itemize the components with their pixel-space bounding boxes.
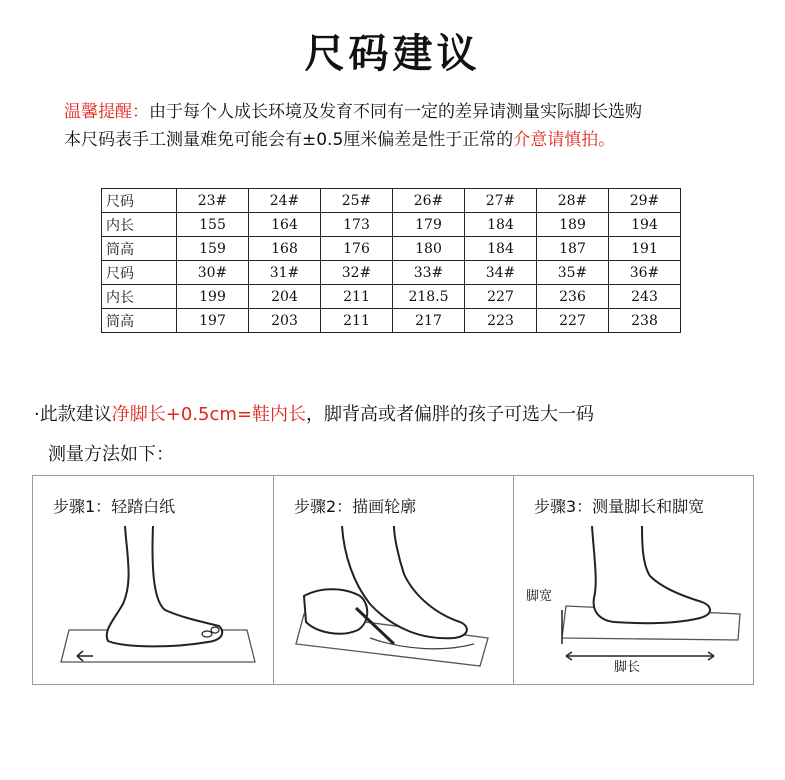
suggestion-bullet: · <box>34 404 40 425</box>
table-cell: 179 <box>393 213 465 237</box>
step-3-label: 步骤3：测量脚长和脚宽 <box>534 497 705 516</box>
foot-on-paper-icon <box>33 526 272 684</box>
table-cell: 197 <box>177 309 249 333</box>
suggestion-formula: 净脚长+0.5cm=鞋内长 <box>111 404 306 425</box>
table-cell: 217 <box>393 309 465 333</box>
table-cell: 34# <box>465 261 537 285</box>
foot-width-label: 脚宽 <box>526 588 553 603</box>
table-cell: 164 <box>249 213 321 237</box>
table-row <box>102 285 681 309</box>
row-header-cell: 尺码 <box>102 261 177 285</box>
table-row <box>102 309 681 333</box>
suggestion-suffix: ，脚背高或者偏胖的孩子可选大一码 <box>305 404 594 425</box>
notice-line2-red: 介意请慎拍。 <box>513 130 616 150</box>
measurement-steps <box>32 475 754 685</box>
table-cell: 227 <box>465 285 537 309</box>
tracing-foot-icon <box>274 526 513 684</box>
row-header-cell: 内长 <box>102 213 177 237</box>
page-title: 尺码建议 <box>304 31 481 77</box>
notice-line-1 <box>64 98 744 126</box>
table-cell: 194 <box>609 213 681 237</box>
table-cell: 36# <box>609 261 681 285</box>
row-header-cell: 筒高 <box>102 309 177 333</box>
table-cell: 184 <box>465 213 537 237</box>
notice-prefix: 温馨提醒： <box>64 102 149 122</box>
table-cell: 27# <box>465 189 537 213</box>
table-row <box>102 261 681 285</box>
row-header-cell: 尺码 <box>102 189 177 213</box>
table-cell: 26# <box>393 189 465 213</box>
table-cell: 238 <box>609 309 681 333</box>
table-cell: 180 <box>393 237 465 261</box>
measure-foot-icon <box>514 526 753 684</box>
table-cell: 184 <box>465 237 537 261</box>
table-cell: 33# <box>393 261 465 285</box>
table-cell: 211 <box>321 285 393 309</box>
table-cell: 35# <box>537 261 609 285</box>
table-cell: 28# <box>537 189 609 213</box>
notice-line-2 <box>64 126 744 154</box>
step-3-panel <box>513 476 753 684</box>
table-cell: 168 <box>249 237 321 261</box>
table-cell: 243 <box>609 285 681 309</box>
table-cell: 227 <box>537 309 609 333</box>
table-cell: 24# <box>249 189 321 213</box>
table-cell: 23# <box>177 189 249 213</box>
table-cell: 204 <box>249 285 321 309</box>
suggestion-line <box>34 400 594 426</box>
table-cell: 203 <box>249 309 321 333</box>
table-cell: 31# <box>249 261 321 285</box>
table-cell: 25# <box>321 189 393 213</box>
table-cell: 223 <box>465 309 537 333</box>
notice-line2-body: 本尺码表手工测量难免可能会有±0.5厘米偏差是性于正常的 <box>64 130 514 150</box>
table-cell: 29# <box>609 189 681 213</box>
row-header-cell: 内长 <box>102 285 177 309</box>
table-cell: 32# <box>321 261 393 285</box>
table-row <box>102 237 681 261</box>
notice-line1-body: 由于每个人成长环境及发育不同有一定的差异请测量实际脚长选购 <box>149 102 642 122</box>
table-cell: 155 <box>177 213 249 237</box>
table-cell: 187 <box>537 237 609 261</box>
step-2-panel <box>273 476 513 684</box>
row-header-cell: 筒高 <box>102 237 177 261</box>
suggestion-prefix: 此款建议 <box>39 404 112 425</box>
table-row <box>102 189 681 213</box>
step-2-label: 步骤2：描画轮廓 <box>294 497 417 516</box>
table-row <box>102 213 681 237</box>
table-cell: 176 <box>321 237 393 261</box>
table-cell: 173 <box>321 213 393 237</box>
foot-length-label: 脚长 <box>614 659 641 674</box>
size-table <box>101 188 681 333</box>
step-1-label: 步骤1：轻踏白纸 <box>53 497 176 516</box>
table-cell: 30# <box>177 261 249 285</box>
table-cell: 199 <box>177 285 249 309</box>
table-cell: 236 <box>537 285 609 309</box>
table-cell: 189 <box>537 213 609 237</box>
table-cell: 159 <box>177 237 249 261</box>
step-1-panel <box>33 476 272 684</box>
table-cell: 218.5 <box>393 285 465 309</box>
table-cell: 191 <box>609 237 681 261</box>
method-label: 测量方法如下： <box>48 444 174 465</box>
table-cell: 211 <box>321 309 393 333</box>
